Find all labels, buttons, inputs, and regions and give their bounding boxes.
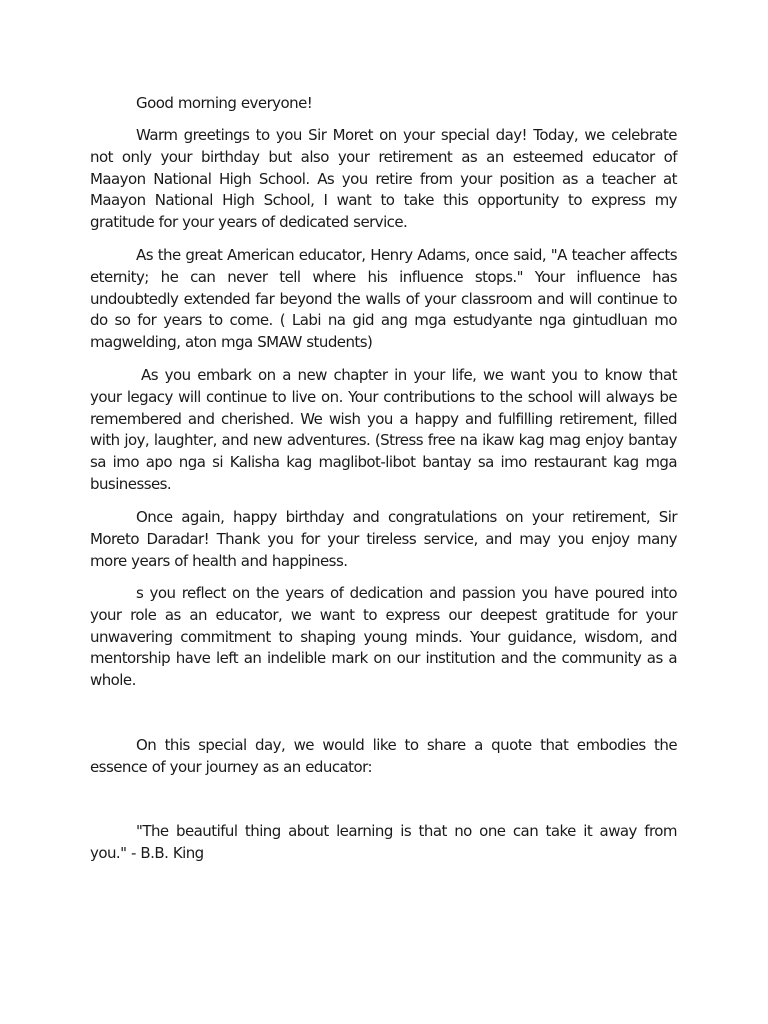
greeting-line: Good morning everyone!	[136, 94, 313, 112]
paragraph-gratitude: s you reflect on the years of dedication and passion you have poured into your role as an educator, we want to express our deepest gratitude for your unwavering commitment to shaping young minds. Your guidance, wisdom, and mentorship have left an indelible mark on our institution and the community as a whole.	[90, 584, 677, 690]
paragraph-congratulations: Once again, happy birthday and congratulations on your retirement, Sir Moreto Daradar! Thank you for your tireless service, and may you enjoy many more years of health and happiness.	[90, 508, 677, 570]
paragraph-bb-king-quote: "The beautiful thing about learning is that no one can take it away from you." - B.B. King	[90, 822, 677, 862]
paragraph-new-chapter: As you embark on a new chapter in your life, we want you to know that your legacy will continue to live on. Your contributions to the school will always be remembered and cherished. We wish you a happy and fulfilling retirement, filled with joy, laughter, and new adventures. (Stress free na ikaw kag mag enjoy bantay sa imo apo nga si Kalisha kag maglibot-libot bantay sa imo restaurant kag mga businesses.	[90, 366, 677, 493]
paragraph-birthday-retirement: Warm greetings to you Sir Moret on your special day! Today, we celebrate not only your birthday but also your retirement as an esteemed educator of Maayon National High School. As you retire from your position as a teacher at Maayon National High School, I want to take this opportunity to express my gratitude for your years of dedicated service.	[90, 126, 677, 232]
paragraph-quote-intro: On this special day, we would like to share a quote that embodies the essence of your journey as an educator:	[90, 736, 677, 776]
paragraph-henry-adams-quote: As the great American educator, Henry Adams, once said, "A teacher affects eternity; he can never tell where his influence stops." Your influence has undoubtedly extended far beyond the walls of your classroom and will continue to do so for years to come. ( Labi na gid ang mga estudyante nga gintudluan mo magwelding, aton mga SMAW students)	[90, 246, 677, 352]
